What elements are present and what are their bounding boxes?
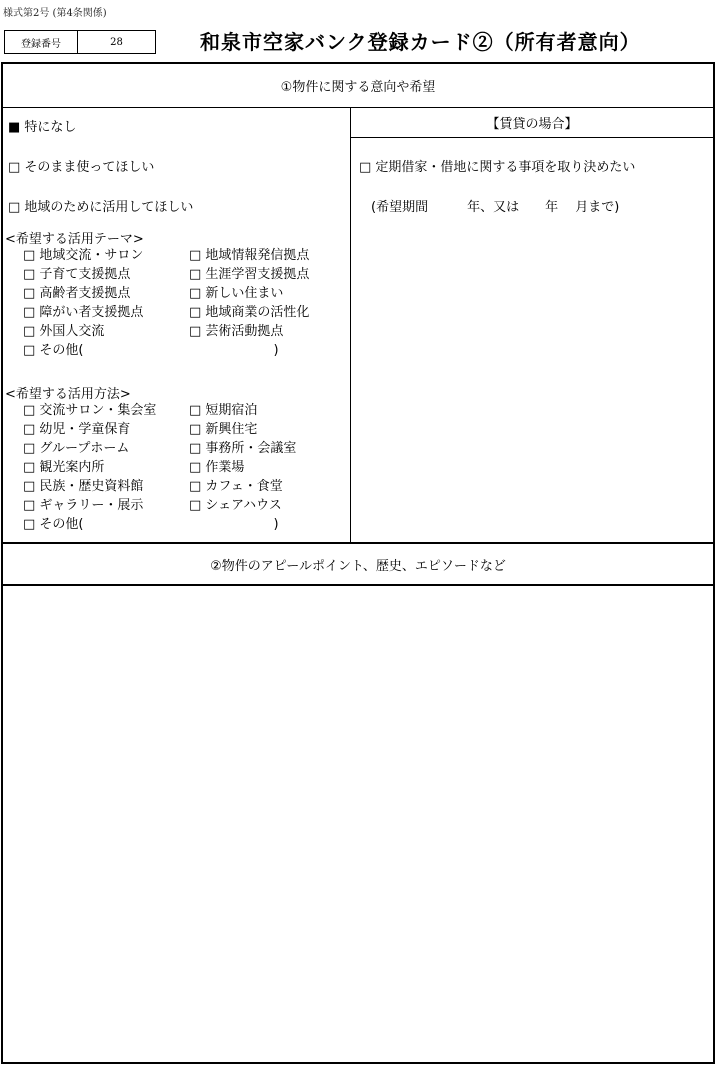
- option-nothing-particular[interactable]: ■ 特になし: [8, 120, 77, 135]
- section1-heading: ①物件に関する意向や希望: [3, 64, 713, 108]
- method-checkbox[interactable]: □ 幼児・学童保育: [23, 422, 131, 437]
- theme-other-field[interactable]: [23, 342, 339, 360]
- theme-checkbox[interactable]: □ 障がい者支援拠点: [23, 305, 144, 320]
- method-checkbox[interactable]: □ 短期宿泊: [189, 403, 258, 418]
- method-other-field[interactable]: [23, 516, 339, 534]
- theme-checkbox[interactable]: □ 高齢者支援拠点: [23, 286, 131, 301]
- owner-intent-column: [3, 108, 351, 542]
- method-checkbox[interactable]: □ ギャラリー・展示: [23, 498, 144, 513]
- method-checkbox[interactable]: □ 交流サロン・集会室: [23, 403, 157, 418]
- rental-column: [351, 108, 713, 542]
- theme-checkbox[interactable]: □ 子育て支援拠点: [23, 267, 131, 282]
- option-use-as-is[interactable]: □ そのまま使ってほしい: [8, 160, 155, 175]
- method-checkbox[interactable]: □ 事務所・会議室: [189, 441, 297, 456]
- section2-heading: ②物件のアピールポイント、歴史、エピソードなど: [3, 542, 713, 586]
- method-checkbox[interactable]: □ シェアハウス: [189, 498, 282, 513]
- theme-checkbox[interactable]: □ 地域交流・サロン: [23, 248, 144, 263]
- registration-number-label: 登録番号: [5, 31, 78, 53]
- method-checkbox-grid: [23, 402, 339, 534]
- appeal-points-area[interactable]: [3, 586, 713, 1062]
- theme-other-close: ): [273, 343, 279, 358]
- method-other-label: □ その他(: [23, 517, 84, 532]
- theme-checkbox[interactable]: □ 新しい住まい: [189, 286, 284, 301]
- registration-card-table: [1, 62, 715, 1064]
- theme-checkbox[interactable]: □ 芸術活動拠点: [189, 324, 284, 339]
- method-other-close: ): [273, 517, 279, 532]
- desired-period-text: (希望期間 年、又は 年 月まで): [371, 200, 620, 215]
- method-checkbox[interactable]: □ カフェ・食堂: [189, 479, 283, 494]
- registration-number-box: [4, 30, 156, 54]
- theme-checkbox[interactable]: □ 生涯学習支援拠点: [189, 267, 310, 282]
- method-checkbox[interactable]: □ グループホーム: [23, 441, 130, 456]
- rental-heading: 【賃貸の場合】: [351, 108, 713, 138]
- method-section-title: <希望する活用方法>: [5, 387, 131, 402]
- theme-checkbox[interactable]: □ 地域商業の活性化: [189, 305, 310, 320]
- theme-checkbox[interactable]: □ 地域情報発信拠点: [189, 248, 310, 263]
- document-title: 和泉市空家バンク登録カード②（所有者意向）: [200, 30, 641, 54]
- method-checkbox[interactable]: □ 民族・歴史資料館: [23, 479, 144, 494]
- theme-section-title: <希望する活用テーマ>: [5, 232, 144, 247]
- theme-other-label: □ その他(: [23, 343, 84, 358]
- option-fixed-term-lease[interactable]: □ 定期借家・借地に関する事項を取り決めたい: [359, 160, 636, 175]
- form-number-label: 様式第2号 (第4条関係): [3, 8, 107, 19]
- method-checkbox[interactable]: □ 新興住宅: [189, 422, 258, 437]
- method-checkbox[interactable]: □ 作業場: [189, 460, 245, 475]
- theme-checkbox-grid: [23, 247, 339, 360]
- option-community-use[interactable]: □ 地域のために活用してほしい: [8, 200, 194, 215]
- theme-checkbox[interactable]: □ 外国人交流: [23, 324, 105, 339]
- method-checkbox[interactable]: □ 観光案内所: [23, 460, 105, 475]
- registration-number-value: 28: [110, 36, 123, 48]
